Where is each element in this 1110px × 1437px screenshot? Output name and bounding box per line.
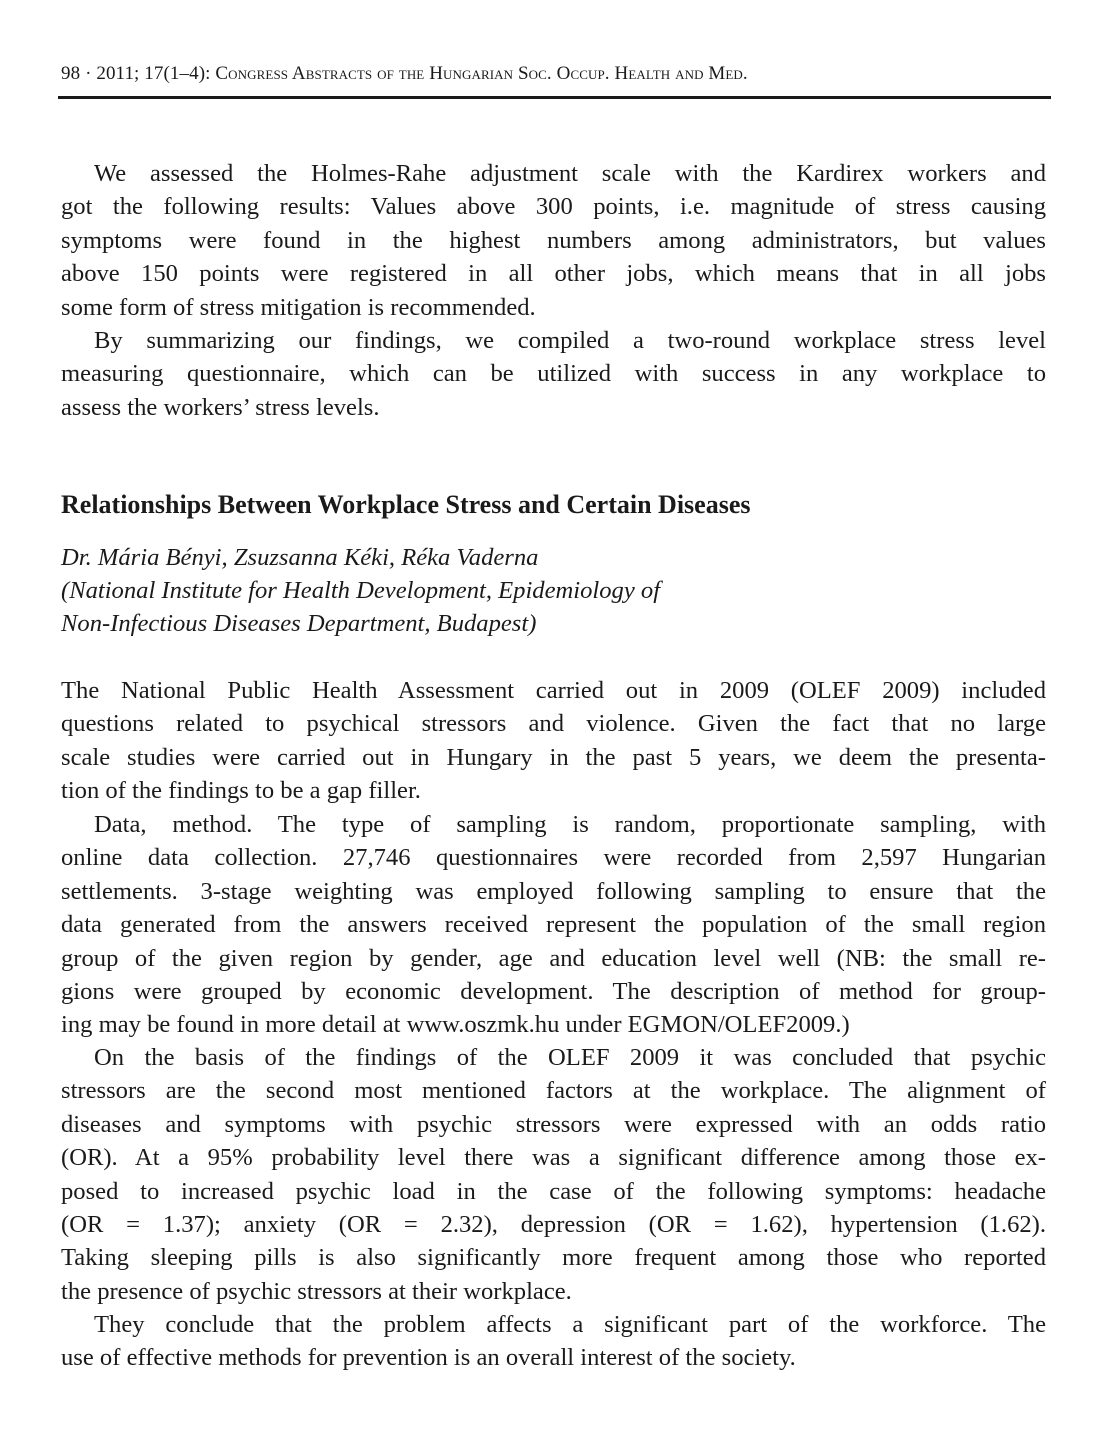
text-line: (OR = 1.37); anxiety (OR = 2.32), depression (OR = 1.62), hypertension (1.62). (61, 1210, 1046, 1238)
text-line: (OR). At a 95% probability level there was a significant difference among those ex- (61, 1144, 1046, 1172)
text-line: Data, method. The type of sampling is random, proportionate sampling, with (94, 811, 1046, 838)
text-line: some form of stress mitigation is recommended. (61, 293, 536, 321)
text-line: gions were grouped by economic development. The description of method for group- (61, 977, 1046, 1005)
text-line: above 150 points were registered in all other jobs, which means that in all jobs (61, 260, 1046, 288)
text-line: diseases and symptoms with psychic stressors were expressed with an odds ratio (61, 1110, 1046, 1138)
abstract-paragraph-4 (61, 1308, 1046, 1375)
previous-abstract-paragraph-2 (61, 324, 1046, 424)
authors: Dr. Mária Bényi, Zsuzsanna Kéki, Réka Vaderna (61, 544, 539, 571)
text-line: online data collection. 27,746 questionnaires were recorded from 2,597 Hungarian (61, 844, 1046, 872)
text-line: The National Public Health Assessment carried out in 2009 (OLEF 2009) included (61, 677, 1046, 704)
text-line: Taking sleeping pills is also significantly more frequent among those who reported (61, 1244, 1046, 1272)
previous-abstract-paragraph-1 (61, 157, 1046, 324)
running-head (61, 63, 748, 85)
affiliation-line: (National Institute for Health Development, Epidemiology of (61, 577, 661, 605)
text-line: data generated from the answers received represent the population of the small region (61, 911, 1046, 939)
affiliation-line: Non-Infectious Diseases Department, Budapest) (61, 610, 537, 638)
text-line: stressors are the second most mentioned factors at the workplace. The alignment of (61, 1077, 1046, 1105)
abstract-title: Relationships Between Workplace Stress and Certain Diseases (61, 490, 751, 519)
page-number: 98 (61, 63, 81, 84)
text-line: the presence of psychic stressors at their workplace. (61, 1277, 572, 1305)
text-line: scale studies were carried out in Hungary in the past 5 years, we deem the presenta- (61, 743, 1046, 771)
journal-title: Congress Abstracts of the Hungarian Soc. Occup. Health and Med. (215, 63, 748, 84)
abstract-paragraph-3 (61, 1041, 1046, 1308)
text-line: settlements. 3-stage weighting was employed following sampling to ensure that the (61, 877, 1046, 905)
text-line: assess the workers’ stress levels. (61, 393, 380, 421)
separator: · (85, 63, 92, 84)
citation: 2011; 17(1–4): (96, 63, 211, 84)
abstract-paragraph-1 (61, 674, 1046, 808)
text-line: got the following results: Values above 300 points, i.e. magnitude of stress causing (61, 193, 1046, 221)
text-line: We assessed the Holmes-Rahe adjustment scale with the Kardirex workers and (94, 160, 1046, 187)
text-line: tion of the findings to be a gap filler. (61, 777, 421, 805)
header-rule (58, 96, 1051, 99)
text-line: ing may be found in more detail at www.oszmk.hu under EGMON/OLEF2009.) (61, 1011, 850, 1039)
abstract-paragraph-2 (61, 808, 1046, 1042)
text-line: On the basis of the findings of the OLEF 2009 it was concluded that psychic (94, 1044, 1046, 1071)
text-line: questions related to psychical stressors and violence. Given the fact that no large (61, 710, 1046, 738)
text-line: By summarizing our findings, we compiled a two-round workplace stress level (94, 327, 1046, 354)
text-line: use of effective methods for prevention is an overall interest of the society. (61, 1344, 796, 1372)
author-block (61, 541, 660, 641)
text-line: They conclude that the problem affects a significant part of the workforce. The (94, 1311, 1046, 1338)
text-line: symptoms were found in the highest numbers among administrators, but values (61, 226, 1046, 254)
text-line: measuring questionnaire, which can be utilized with success in any workplace to (61, 360, 1046, 388)
text-line: posed to increased psychic load in the case of the following symptoms: headache (61, 1177, 1046, 1205)
text-line: group of the given region by gender, age and education level well (NB: the small re- (61, 944, 1046, 972)
